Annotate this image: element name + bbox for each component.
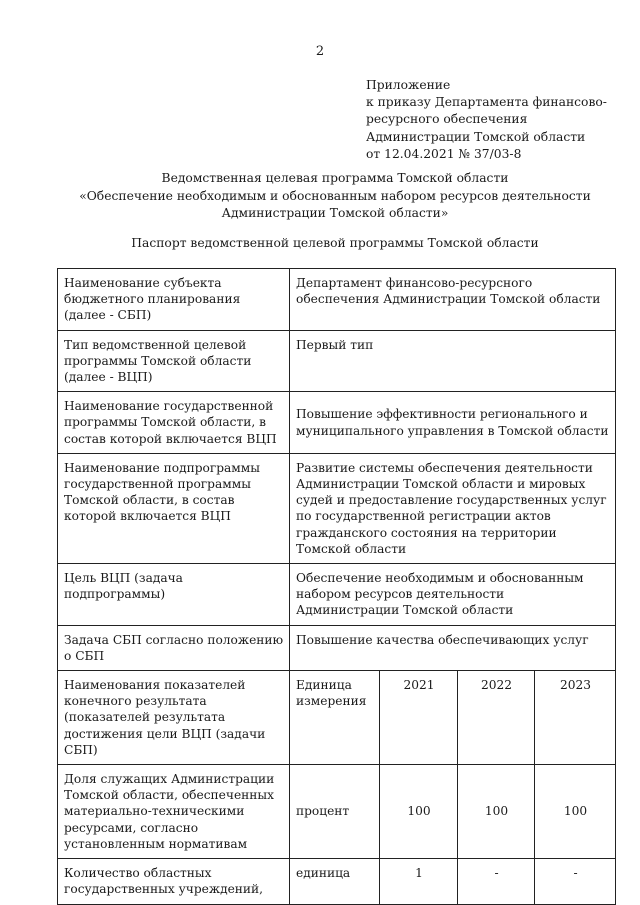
page-number: 2 xyxy=(315,44,325,59)
table-row xyxy=(58,453,616,563)
indicator-value: 1 xyxy=(380,859,458,904)
table-row xyxy=(58,392,616,454)
year-header: 2021 xyxy=(380,671,458,765)
year-header: 2022 xyxy=(458,671,535,765)
title-line: Ведомственная целевая программа Томской области xyxy=(161,171,509,185)
row-value: Первый тип xyxy=(290,330,616,392)
indicator-row xyxy=(58,765,616,859)
appendix-line: от 12.04.2021 № 37/03-8 xyxy=(366,146,522,161)
passport-table xyxy=(57,268,616,905)
title-line: Администрации Томской области» xyxy=(221,206,449,221)
row-value: Развитие системы обеспечения деятельности Администрации Томской области и мировых судей и предоставление государственных услуг по государственной регистрации актов гражданского состояния на территории Томской области xyxy=(290,453,616,563)
appendix-line: Приложение xyxy=(366,78,451,92)
indicator-unit: единица xyxy=(290,859,380,904)
year-header: 2023 xyxy=(535,671,616,765)
row-label: Тип ведомственной целевой программы Томской области (далее - ВЦП) xyxy=(58,330,290,392)
indicator-row xyxy=(58,859,616,904)
row-label: Наименование подпрограммы государственной программы Томской области, в состав которой включается ВЦП xyxy=(58,453,290,563)
indicator-value: - xyxy=(535,859,616,904)
indicator-name: Доля служащих Администрации Томской области, обеспеченных материально-техническими ресурсами, согласно установленным нормативам xyxy=(58,765,290,859)
indicator-name: Количество областных государственных учреждений, xyxy=(58,859,290,904)
row-label: Цель ВЦП (задача подпрограммы) xyxy=(58,564,290,626)
unit-header: Единица измерения xyxy=(290,671,380,765)
table-row xyxy=(58,269,616,331)
appendix-line: к приказу Департамента финансово- xyxy=(366,95,607,110)
row-label: Наименование государственной программы Томской области, в состав которой включается ВЦП xyxy=(58,392,290,454)
table-row xyxy=(58,564,616,626)
appendix-line: ресурсного обеспечения xyxy=(366,112,528,127)
indicators-header-row xyxy=(58,671,616,765)
table-row xyxy=(58,625,616,670)
indicator-value: 100 xyxy=(458,765,535,859)
indicator-unit: процент xyxy=(290,765,380,859)
row-value: Обеспечение необходимым и обоснованным набором ресурсов деятельности Администрации Томской области xyxy=(290,564,616,626)
indicator-value: 100 xyxy=(380,765,458,859)
row-label: Наименование субъекта бюджетного планирования (далее - СБП) xyxy=(58,269,290,331)
row-value: Повышение качества обеспечивающих услуг xyxy=(290,625,616,670)
appendix-block xyxy=(366,77,626,163)
passport-title: Паспорт ведомственной целевой программы Томской области xyxy=(131,236,539,250)
table-row xyxy=(58,330,616,392)
indicators-header-label: Наименования показателей конечного результата (показателей результата достижения цели ВЦП (задачи СБП) xyxy=(58,671,290,765)
indicator-value: - xyxy=(458,859,535,904)
title-line: «Обеспечение необходимым и обоснованным набором ресурсов деятельности xyxy=(79,188,591,203)
row-value: Повышение эффективности регионального и муниципального управления в Томской области xyxy=(290,392,616,454)
indicator-value: 100 xyxy=(535,765,616,859)
row-label: Задача СБП согласно положению о СБП xyxy=(58,625,290,670)
appendix-line: Администрации Томской области xyxy=(366,129,586,144)
program-title xyxy=(40,170,630,223)
row-value: Департамент финансово-ресурсного обеспечения Администрации Томской области xyxy=(290,269,616,331)
